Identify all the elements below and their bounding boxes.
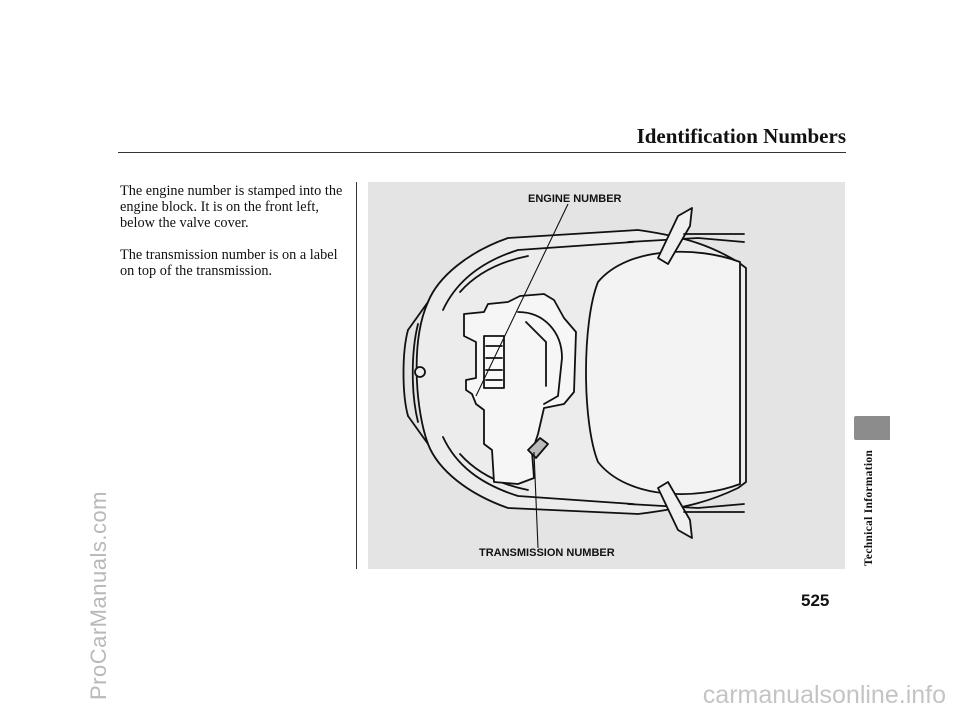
watermark-carmanualsonline: carmanualsonline.info <box>702 681 946 709</box>
transmission-number-callout: TRANSMISSION NUMBER <box>479 547 615 559</box>
car-engine-illustration <box>368 182 845 569</box>
section-tab-marker <box>854 416 890 440</box>
section-tab-label: Technical Information <box>863 449 875 566</box>
engine-number-callout: ENGINE NUMBER <box>528 193 622 205</box>
paragraph-transmission-number: The transmission number is on a label on top of the transmission. <box>120 247 338 279</box>
engine-bay-figure <box>368 182 845 569</box>
page-number: 525 <box>801 591 830 610</box>
watermark-procarmanuals: ProCarManuals.com <box>86 490 111 700</box>
column-divider <box>356 182 357 569</box>
paragraph-engine-number: The engine number is stamped into the engine block. It is on the front left, below the valve cover. <box>120 183 343 231</box>
title-divider <box>118 152 846 153</box>
body-text <box>120 183 350 295</box>
page-title: Identification Numbers <box>636 124 846 148</box>
